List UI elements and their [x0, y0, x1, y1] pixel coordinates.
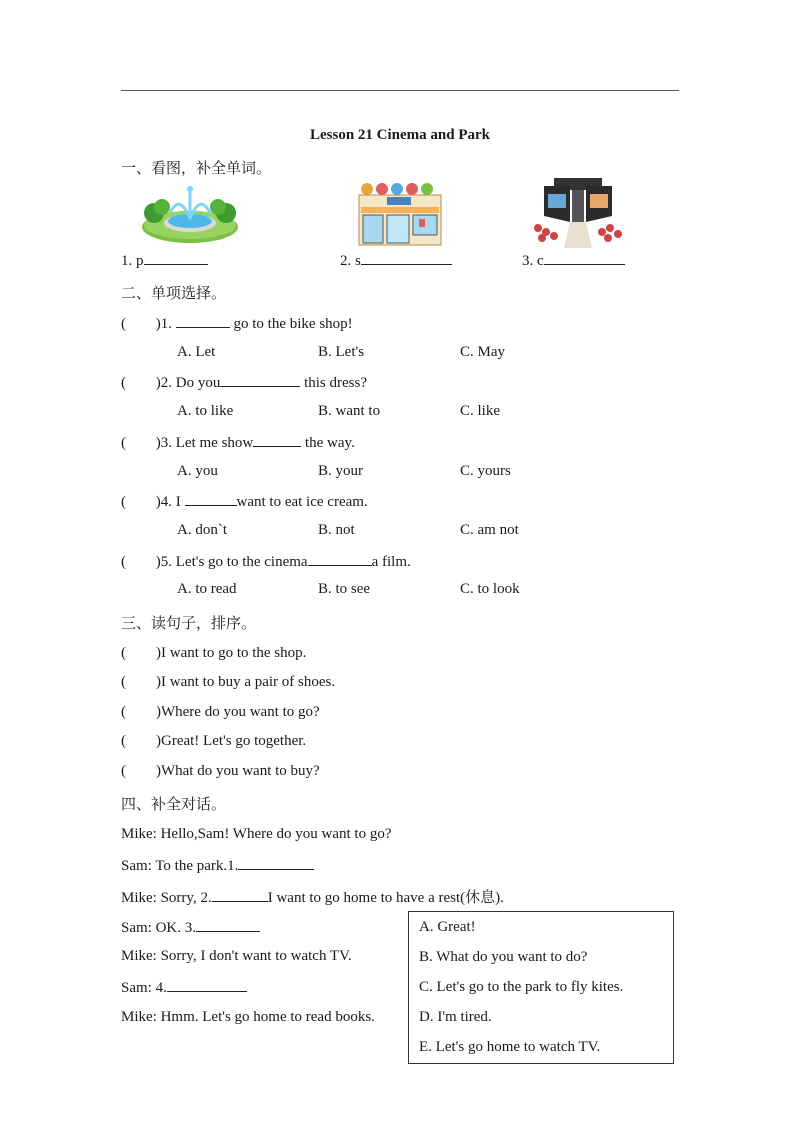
dialogue-line-2 — [121, 856, 314, 875]
question-5 — [121, 552, 411, 571]
answer-blank[interactable] — [308, 552, 372, 566]
option-a[interactable]: A. you — [177, 463, 218, 479]
fountain-park-icon — [140, 183, 240, 245]
sentence-text: )Great! Let's go together. — [156, 733, 307, 749]
option-b[interactable]: B. your — [318, 463, 363, 479]
option-a[interactable]: A. don`t — [177, 522, 227, 538]
dialogue-option-d: D. I'm tired. — [419, 1009, 492, 1025]
dialogue-option-c: C. Let's go to the park to fly kites. — [419, 979, 624, 995]
dialogue-text: Mike: Hello,Sam! Where do you want to go? — [121, 826, 392, 842]
word-item-3 — [522, 251, 625, 270]
option-c[interactable]: C. May — [460, 344, 505, 360]
option-a[interactable]: A. Let — [177, 344, 216, 360]
dialogue-line-4 — [121, 918, 260, 937]
answer-paren[interactable]: ( — [121, 733, 126, 749]
question-text: go to the bike shop! — [229, 316, 353, 332]
answer-paren[interactable]: ( — [121, 316, 126, 332]
answer-blank[interactable] — [167, 978, 247, 992]
word-item-label: 2. s — [340, 253, 361, 269]
ordering-sentence-4 — [121, 733, 306, 750]
dialogue-text: Mike: Hmm. Let's go home to read books. — [121, 1009, 375, 1025]
ordering-sentence-2 — [121, 674, 335, 691]
answer-paren[interactable]: ( — [121, 375, 126, 391]
page-title: Lesson 21 Cinema and Park — [309, 127, 491, 143]
option-b[interactable]: B. Let's — [318, 344, 365, 360]
answer-paren[interactable]: ( — [121, 674, 126, 690]
option-c[interactable]: C. yours — [460, 463, 511, 479]
answer-blank[interactable] — [176, 314, 230, 328]
answer-paren[interactable]: ( — [121, 704, 126, 720]
dialogue-options-box — [408, 911, 674, 1064]
answer-blank[interactable] — [144, 251, 208, 265]
cinema-theater-icon — [530, 176, 626, 250]
dialogue-text: Sam: OK. 3. — [121, 920, 196, 936]
option-b[interactable]: B. to see — [318, 581, 371, 597]
question-text: this dress? — [300, 375, 368, 391]
answer-blank[interactable] — [238, 856, 314, 870]
question-number: )1. — [155, 316, 172, 332]
answer-paren[interactable]: ( — [121, 435, 126, 451]
section1-heading: 一、看图，补全单词。 — [121, 159, 272, 177]
dialogue-option-b: B. What do you want to do? — [419, 949, 588, 965]
option-b[interactable]: B. not — [318, 522, 355, 538]
ordering-sentence-3 — [121, 704, 320, 721]
dialogue-line-3 — [121, 886, 504, 907]
supermarket-shop-icon — [357, 183, 443, 247]
option-c[interactable]: C. am not — [460, 522, 519, 538]
dialogue-line-7 — [121, 1009, 375, 1026]
answer-paren[interactable]: ( — [121, 645, 126, 661]
answer-blank[interactable] — [253, 433, 301, 447]
answer-paren[interactable]: ( — [121, 554, 126, 570]
question-text: I — [175, 494, 185, 510]
option-c[interactable]: C. like — [460, 403, 500, 419]
answer-blank[interactable] — [220, 373, 300, 387]
sentence-text: )I want to buy a pair of shoes. — [156, 674, 336, 690]
question-text: Let me show — [175, 435, 254, 451]
section2-heading: 二、单项选择。 — [121, 284, 227, 302]
answer-paren[interactable]: ( — [121, 763, 126, 779]
dialogue-line-5 — [121, 948, 352, 965]
sentence-text: )Where do you want to go? — [156, 704, 320, 720]
answer-blank[interactable] — [544, 251, 625, 265]
answer-blank[interactable] — [361, 251, 452, 265]
option-a[interactable]: A. to read — [177, 581, 237, 597]
question-2 — [121, 373, 367, 392]
ordering-sentence-5 — [121, 763, 320, 780]
word-item-1 — [121, 251, 208, 270]
question-text: the way. — [301, 435, 355, 451]
word-item-label: 3. c — [522, 253, 544, 269]
dialogue-text: Mike: Sorry, 2. — [121, 890, 212, 906]
option-a[interactable]: A. to like — [177, 403, 234, 419]
dialogue-line-1 — [121, 826, 392, 843]
section3-heading: 三、读句子，排序。 — [121, 614, 257, 632]
question-text: Let's go to the cinema — [175, 554, 308, 570]
dialogue-line-6 — [121, 978, 247, 997]
dialogue-text: Sam: 4. — [121, 980, 167, 996]
dialogue-option-a: A. Great! — [419, 919, 476, 935]
dialogue-text: I want to go home to have a rest(休息). — [267, 890, 504, 906]
answer-blank[interactable] — [196, 918, 260, 932]
option-b[interactable]: B. want to — [318, 403, 381, 419]
option-c[interactable]: C. to look — [460, 581, 520, 597]
sentence-text: )What do you want to buy? — [156, 763, 320, 779]
dialogue-option-e: E. Let's go home to watch TV. — [419, 1039, 601, 1055]
answer-blank[interactable] — [185, 492, 237, 506]
answer-paren[interactable]: ( — [121, 494, 126, 510]
question-1 — [121, 314, 353, 333]
question-text: a film. — [371, 554, 411, 570]
question-number: )5. — [155, 554, 172, 570]
question-4 — [121, 492, 368, 511]
header-rule — [121, 90, 679, 91]
dialogue-text: Mike: Sorry, I don't want to watch TV. — [121, 948, 352, 964]
ordering-sentence-1 — [121, 645, 306, 662]
section4-heading: 四、补全对话。 — [121, 795, 227, 813]
dialogue-text: Sam: To the park.1. — [121, 858, 239, 874]
question-3 — [121, 433, 355, 452]
word-item-2 — [340, 251, 452, 270]
question-text: want to eat ice cream. — [236, 494, 368, 510]
question-number: )4. — [155, 494, 172, 510]
question-number: )3. — [155, 435, 172, 451]
sentence-text: )I want to go to the shop. — [156, 645, 307, 661]
word-item-label: 1. p — [121, 253, 144, 269]
question-number: )2. — [155, 375, 172, 391]
answer-blank[interactable] — [212, 888, 268, 902]
question-text: Do you — [175, 375, 221, 391]
